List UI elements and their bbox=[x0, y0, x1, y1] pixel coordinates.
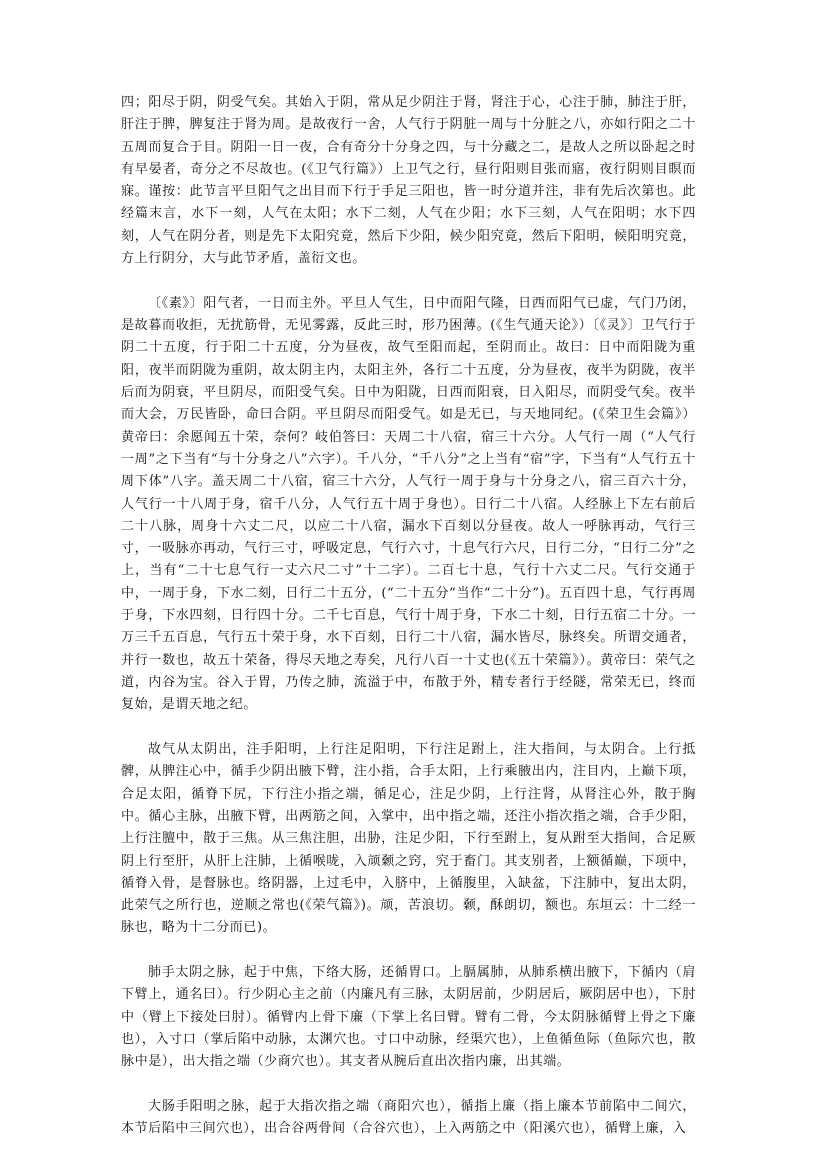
paragraph-large-intestine-meridian: 大肠手阳明之脉，起于大指次指之端（商阳穴也），循指上廉（指上廉本节前陷中二间穴，本节后陷中三间穴也），出合谷两骨间（合谷穴也），上入两筋之中（阳溪穴也），循臂上廉，入 bbox=[121, 1099, 696, 1137]
document-page bbox=[121, 92, 696, 1163]
paragraph-ying-qi-route: 故气从太阴出，注手阳明，上行注足阳明，下行注足跗上，注大指间，与太阴合。上行抵髀，从脾注心中，循手少阴出腋下臂，注小指，合手太阳，上行乘腋出内，注目内，上巅下项，合足太阳，循脊下尻，下行注小指之端，循足心，注足少阴，上行注肾，从肾注心外，散于胸中。循心主脉，出腋下臂，出两筋之间，入掌中，出中指之端，还注小指次指之端，合手少阳，上行注膻中，散于三焦。从三焦注胆，出胁，注足少阳，下行至跗上，复从跗至大指间，合足厥阴上行至肝，从肝上注肺，上循喉咙，入颃颡之窍，究于畜门。其支别者，上额循巅，下项中，循脊入骨，是督脉也。络阴器，上过毛中，入脐中，上循腹里，入缺盆，下注肺中，复出太阴，此荣气之所行也，逆顺之常也(《荣气篇》)。颃，苦浪切。颡，酥朗切，额也。东垣云：十二经一脉也，略为十二分而已)。 bbox=[121, 742, 696, 936]
paragraph-yang-qi-and-ying-qi: 〔《素》〕阳气者，一日而主外。平旦人气生，日中而阳气隆，日西而阳气已虚，气门乃闭，是故暮而收拒，无扰筋骨，无见雾露，反此三时，形乃困薄。(《生气通天论》）〔《灵》〕卫气行于阴二十五度，行于阳二十五度，分为昼夜，故气至阳而起，至阴而止。故曰：日中而阳陇为重阳，夜半而阴陇为重阴，故太阴主内，太阳主外，各行二十五度，分为昼夜，夜半为阴陇，夜半后而为阴衰，平旦阴尽，而阳受气矣。日中为阳陇，日西而阳衰，日入阳尽，而阴受气矣。夜半而大会，万民皆卧，命曰合阴。平旦阴尽而阳受气。如是无已，与天地同纪。(《荣卫生会篇》）黄帝曰：余愿闻五十荣，奈何？岐伯答曰：天周二十八宿，宿三十六分。人气行一周（“人气行一周”之下当有“与十分身之八”六字）。千八分，“千八分”之上当有“宿”字，下当有“人气行五十周下体”八字。盖天周二十八宿，宿三十六分，人气行一周于身与十分身之八，宿三百六十分，人气行一十八周于身，宿千八分，人气行五十周于身也）。日行二十八宿。人经脉上下左右前后二十八脉，周身十六丈二尺，以应二十八宿，漏水下百刻以分昼夜。故人一呼脉再动，气行三寸，一吸脉亦再动，气行三寸，呼吸定息，气行六寸，十息气行六尺，日行二分，“日行二分”之上，当有“二十七息气行一丈六尺二寸”十二字）。二百七十息，气行十六丈二尺。气行交通于中，一周于身，下水二刻，日行二十五分，(“二十五分”当作“二十分”)。五百四十息，气行再周于身，下水四刻，日行四十分。二千七百息，气行十周于身，下水二十刻，日行五宿二十分。一万三千五百息，气行五十荣于身，水下百刻，日行二十八宿，漏水皆尽，脉终矣。所谓交通者，并行一数也，故五十荣备，得尽天地之寿矣，凡行八百一十丈也(《五十荣篇》）。黄帝曰：荣气之道，内谷为宝。谷入于胃，乃传之肺，流溢于中，布散于外，精专者行于经隧，常荣无已，终而复始，是谓天地之纪。 bbox=[121, 295, 696, 713]
paragraph-lung-meridian: 肺手太阴之脉，起于中焦，下络大肠，还循胃口。上膈属肺，从肺系横出腋下，下循内（肩下臂上，通名曰）。行少阴心主之前（内廉凡有三脉，太阴居前，少阴居后，厥阴居中也），下肘中（臂上下接处曰肘）。循臂内上骨下廉（下掌上名曰臂。臂有二骨，今太阴脉循臂上骨之下廉也），入寸口（掌后陷中动脉，太渊穴也。寸口中动脉，经渠穴也），上鱼循鱼际（鱼际穴也，散脉中是），出大指之端（少商穴也）。其支者从腕后直出次指内廉，出其端。 bbox=[121, 965, 696, 1070]
paragraph-wei-qi-night-cycle: 四；阳尽于阴，阴受气矣。其始入于阴，常从足少阴注于肾，肾注于心，心注于肺，肺注于肝，肝注于脾，脾复注于肾为周。是故夜行一舍，人气行于阴脏一周与十分脏之八，亦如行阳之二十五周而复合于目。阴阳一日一夜，合有奇分十分身之四，与十分藏之二，是故人之所以卧起之时有早晏者，奇分之不尽故也。(《卫气行篇》）上卫气之行，昼行阳则目张而寤，夜行阴则目瞑而寐。谨按：此节言平旦阳气之出目而下行于手足三阳也，皆一时分道并注，非有先后次第也。此经篇末言，水下一刻，人气在太阳；水下二刻，人气在少阳；水下三刻，人气在阳明；水下四刻，人气在阴分者，则是先下太阳究竟，然后下少阳，候少阳究竟，然后下阳明，候阳明究竟，方上行阴分，大与此节矛盾，盖衍文也。 bbox=[121, 95, 696, 267]
